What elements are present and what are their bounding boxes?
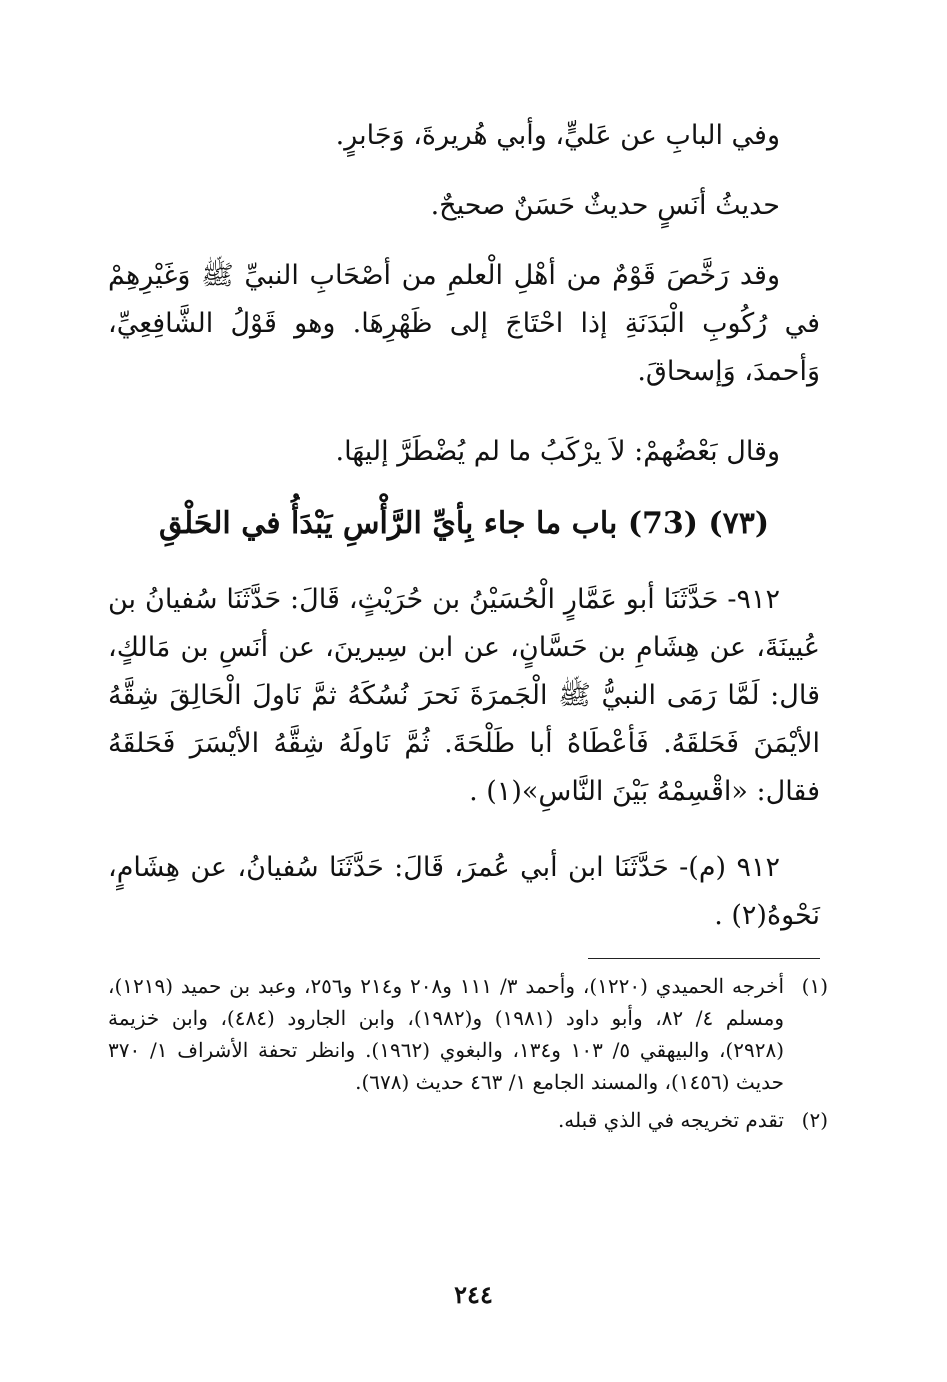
- footnotes-section: [108, 970, 828, 1142]
- page-number: ٢٤٤: [454, 1280, 493, 1309]
- paragraph-text: وقال بَعْضُهمْ: لاَ يرْكَبُ ما لم يُضْطَرَّ إليهَا.: [335, 436, 780, 467]
- footnote-text: أخرجه الحميدي (١٢٢٠)، وأحمد ٣/ ١١١ و٢٠٨ و٢١٤ و٢٥٦، وعبد بن حميد (١٢١٩)، ومسلم ٤/ ٨٢، وأبو داود (١٩٨١) و(١٩٨٢)، وابن الجارود (٤٨٤)، وابن خزيمة (٢٩٢٨)، والبيهقي ٥/ ١٠٣ و١٣٤، والبغوي (١٩٦٢). وانظر تحفة الأشراف ١/ ٣٧٠ حديث (١٤٥٦)، والمسند الجامع ١/ ٤٦٣ حديث (٦٧٨).: [108, 974, 785, 1094]
- paragraph-other-opinion: [108, 428, 820, 476]
- paragraph-scholars-opinion: [108, 252, 820, 396]
- footnote-text: تقدم تخريجه في الذي قبله.: [557, 1108, 784, 1132]
- paragraph-chapter-reference: [108, 112, 820, 160]
- paragraph-hadith-grade: [108, 182, 820, 230]
- footnote-divider: [588, 958, 820, 959]
- footnote-number: (١): [801, 974, 828, 998]
- footnote-item: [108, 970, 828, 1098]
- paragraph-text: حديثُ أنَسٍ حديثٌ حَسَنٌ صحيحٌ.: [430, 190, 780, 221]
- paragraph-hadith-912m: [108, 844, 820, 940]
- paragraph-text: وقد رَخَّصَ قَوْمٌ من أهْلِ الْعلمِ من أصْحَابِ النبيِّ ﷺ وَغَيْرِهِمْ في رُكُوبِ الْبَدَنَةِ إذا احْتَاجَ إلى ظَهْرِهَا. وهو قَوْلُ الشَّافِعِيِّ، وَأحمدَ، وَإسحاقَ.: [108, 260, 820, 387]
- paragraph-hadith-912: [108, 576, 820, 816]
- paragraph-text: وفي البابِ عن عَليٍّ، وأبي هُريرةَ، وَجَابرٍ.: [335, 120, 780, 151]
- footnote-number: (٢): [801, 1108, 828, 1132]
- chapter-heading: (٧٣) (73) باب ما جاء بِأيِّ الرَّأْسِ يَبْدَأُ في الحَلْقِ: [158, 506, 770, 541]
- footnote-item: [108, 1104, 828, 1136]
- paragraph-text: ٩١٢- حَدَّثَنَا أبو عَمَّارٍ الْحُسَيْنُ بن حُرَيْثٍ، قَالَ: حَدَّثَنَا سُفيانُ بن عُيينَةَ، عن هِشَامِ بن حَسَّانٍ، عن ابن سِيرينَ، عن أنَسِ بن مَالكٍ، قال: لَمَّا رَمَى النبيُّ ﷺ الْجَمرَةَ نَحرَ نُسُكَهُ ثمَّ نَاولَ الْحَالِقَ شِقَّهُ الأيْمَنَ فَحَلقَهُ. فَأعْطَاهُ أبا طَلْحَةَ. ثُمَّ نَاولَهُ شِقَّهُ الأيْسَرَ فَحَلقَهُ فقال: «اقْسِمْهُ بَيْنَ النَّاسِ»(١) .: [108, 584, 820, 807]
- paragraph-text: ٩١٢ (م)- حَدَّثَنَا ابن أبي عُمرَ، قَالَ: حَدَّثَنَا سُفيانُ، عن هِشَامٍ، نَحْوهُ(٢) .: [108, 852, 820, 931]
